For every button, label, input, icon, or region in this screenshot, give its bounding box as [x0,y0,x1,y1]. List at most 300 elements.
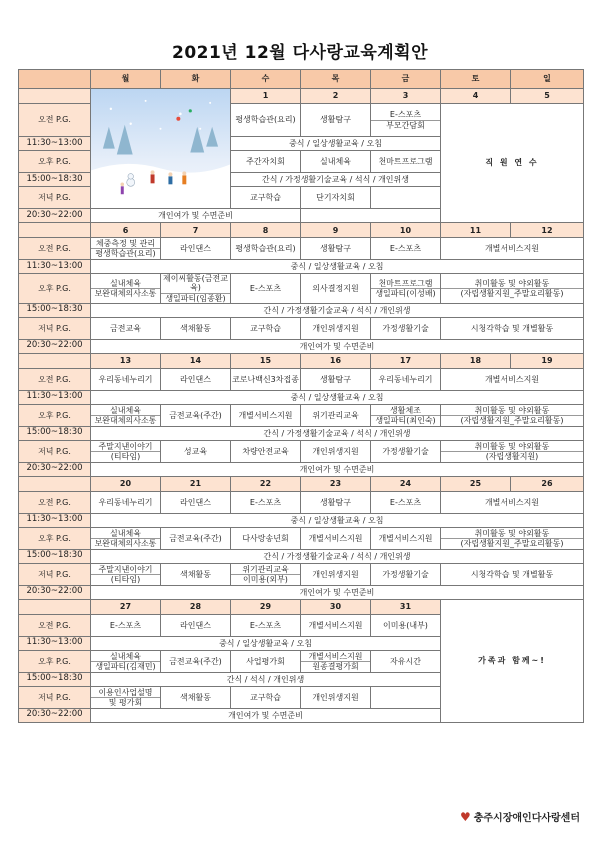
date-row-label-cell [19,599,91,614]
schedule-cell [301,491,371,513]
schedule-cell [231,238,301,260]
row-label-cell: 저녁 P.G. [19,563,91,585]
cell-text: 다사랑송년회 [242,533,289,543]
cell-text: 개별서비스지원 [308,620,363,630]
cell-text: 색채활동 [180,692,211,702]
schedule-cell [161,527,231,549]
date-cell [511,223,584,238]
schedule-cell [441,317,584,339]
cell-text: 28 [189,602,202,612]
cell-text: 23 [329,479,342,489]
schedule-cell [161,614,231,636]
cell-text: 개별서비스지원 [308,651,363,661]
cell-text: E-스포츠 [389,497,422,507]
cell-text: 26 [541,479,553,489]
schedule-cell [91,303,584,317]
cell-text: 실내체육 [110,405,141,415]
schedule-row [19,339,584,353]
page-title: 2021년 12월 다사랑교육계획안 [171,43,429,63]
schedule-cell [231,317,301,339]
schedule-row [19,599,584,614]
cell-text: 개별서비스지원 [238,410,293,420]
cell-text: 주말지낸이야기 [98,441,153,451]
row-label-cell: 저녁 P.G. [19,686,91,708]
cell-text: 18 [469,356,482,366]
schedule-row [19,274,584,304]
schedule-cell [371,104,441,137]
cell-text: 간식 / 가정생활기술교육 / 석식 / 개인위생 [263,551,411,561]
date-cell [301,476,371,491]
schedule-cell [301,440,371,462]
snow-scene-svg [91,89,230,208]
row-label-cell: 오후 P.G. [19,404,91,426]
schedule-cell [371,650,441,672]
date-row-label-cell [19,223,91,238]
schedule-cell [301,274,371,304]
date-cell [371,223,441,238]
cell-subtext: 생일파티(이성배) [371,288,440,298]
schedule-cell [301,104,371,137]
schedule-cell [371,368,441,390]
date-cell [441,476,511,491]
date-cell [371,599,441,614]
schedule-cell [231,173,441,187]
weekday-header-cell: 금 [371,70,441,89]
cell-text: 29 [259,602,272,612]
cell-text: 이용인사업설명 [98,687,153,697]
row-label-cell: 11:30~13:00 [19,390,91,404]
schedule-row [19,563,584,585]
row-label-cell: 오전 P.G. [19,238,91,260]
schedule-cell [371,686,441,708]
date-cell [371,353,441,368]
date-cell [91,599,161,614]
cell-text: 개별서비스지원 [378,533,433,543]
date-cell [161,599,231,614]
date-cell [231,353,301,368]
cell-text: E-스포츠 [389,110,422,120]
cell-text: 실내체육 [320,157,351,167]
cell-text: 이미용(내부) [383,620,428,630]
cell-text: 평생학습관(요리) [235,115,296,125]
schedule-cell [91,614,161,636]
schedule-cell [441,368,584,390]
cell-subtext: 보완대체의사소통 [91,288,160,298]
row-label-cell: 오전 P.G. [19,104,91,137]
schedule-row [19,353,584,368]
header-corner-cell [19,70,91,89]
schedule-cell [231,650,301,672]
cell-text: 교구학습 [250,692,281,702]
schedule-cell [231,151,301,173]
cell-text: E-스포츠 [389,244,422,254]
cell-subtext: 생일파티(최인숙) [371,415,440,425]
schedule-cell [91,368,161,390]
schedule-cell [371,274,441,304]
schedule-cell [91,650,161,672]
heart-icon: ♥ [459,809,471,824]
schedule-cell [301,527,371,549]
schedule-cell [231,404,301,426]
schedule-row [19,462,584,476]
schedule-row [19,491,584,513]
schedule-cell [231,491,301,513]
row-label-cell: 11:30~13:00 [19,636,91,650]
cell-text: 1 [262,91,269,101]
schedule-row [19,527,584,549]
cell-text: 24 [399,479,412,489]
cell-text: 개인여가 및 수면준비 [299,464,375,474]
cell-text: 금전교육 [110,323,141,333]
cell-text: 천마트프로그램 [378,157,433,167]
cell-subtext: 보완대체의사소통 [91,415,160,425]
schedule-cell [301,368,371,390]
date-cell [511,476,584,491]
cell-text: 주말지낸이야기 [98,564,153,574]
cell-text: 성교육 [183,446,208,456]
cell-text: 개별서비스지원 [484,374,540,384]
cell-text: 개인여가 및 수면준비 [228,710,303,720]
cell-text: 단기자치회 [316,193,355,203]
cell-text: 3 [402,91,409,101]
cell-text: 22 [259,479,272,489]
cell-text: 30 [329,602,342,612]
date-cell [441,599,584,722]
date-cell [91,476,161,491]
cell-subtext: (자립생활지원_주말요리활동) [441,415,583,425]
cell-subtext: (자립생활지원_주말요리활동) [441,288,583,298]
weekday-header-cell: 월 [91,70,161,89]
schedule-cell [91,339,584,353]
schedule-table [18,69,584,723]
schedule-row [19,404,584,426]
cell-text: 교구학습 [250,323,281,333]
cell-text: 라인댄스 [180,374,211,384]
schedule-cell [91,636,441,650]
schedule-cell [371,527,441,549]
cell-text: 의사결정지원 [312,283,359,293]
cell-text: 생활탐구 [320,115,351,125]
date-cell [301,89,371,104]
cell-subtext: 이미용(외부) [231,574,300,584]
row-label-cell: 15:00~18:30 [19,672,91,686]
cell-text: 간식 / 가정생활기술교육 / 석식 / 개인위생 [263,305,411,315]
schedule-row [19,549,584,563]
schedule-row [19,303,584,317]
cell-text: 취미활동 및 야외활동 [474,278,550,288]
date-row-label-cell [19,89,91,104]
schedule-cell [441,563,584,585]
schedule-cell [371,440,441,462]
cell-text: 27 [119,602,132,612]
cell-text: 교구학습 [250,193,281,203]
schedule-cell [371,563,441,585]
schedule-cell [91,209,301,223]
date-cell [371,89,441,104]
schedule-cell [371,614,441,636]
cell-text: E-스포츠 [249,620,282,630]
schedule-cell [231,187,301,209]
date-cell [161,223,231,238]
cell-text: 개인여가 및 수면준비 [299,341,375,351]
date-cell [91,353,161,368]
schedule-cell [91,686,161,708]
schedule-cell [441,440,584,462]
schedule-cell [371,151,441,173]
schedule-cell [371,491,441,513]
schedule-cell [161,686,231,708]
weekday-header-cell: 수 [231,70,301,89]
cell-text: 개인위생지원 [312,323,359,333]
date-cell [301,223,371,238]
row-label-cell: 오후 P.G. [19,274,91,304]
cell-text: 금전교육(주간) [169,410,222,420]
cell-text: 색채활동 [180,569,211,579]
schedule-cell [91,672,441,686]
row-label-cell: 11:30~13:00 [19,137,91,151]
schedule-cell [231,614,301,636]
winter-snow-scene-image [91,89,231,209]
schedule-cell [91,527,161,549]
cell-text: 코로나백신3차접종 [232,374,299,384]
cell-text: 금전교육(주간) [169,656,222,666]
cell-text: 색채활동 [180,323,211,333]
cell-text: 생활탐구 [320,497,351,507]
cell-text: 시청각학습 및 개별활동 [470,569,554,579]
cell-text: 간식 / 석식 / 개인위생 [226,674,305,684]
cell-text: 개인위생지원 [312,692,359,702]
cell-text: 개인여가 및 수면준비 [299,587,375,597]
cell-text: 개인위생지원 [312,446,359,456]
cell-text: 취미활동 및 야외활동 [474,441,550,451]
date-row-label-cell [19,353,91,368]
date-cell [231,599,301,614]
center-name: 충주시장애인다사랑센터 [473,813,580,824]
cell-subtext: 평생학습관(요리) [91,248,160,258]
cell-text: E-스포츠 [249,283,282,293]
cell-text: 21 [189,479,202,489]
schedule-cell [91,390,584,404]
cell-subtext: 생일파티(김재민) [91,661,160,671]
row-label-cell: 20:30~22:00 [19,209,91,223]
date-cell [301,599,371,614]
schedule-cell [441,404,584,426]
row-label-cell: 저녁 P.G. [19,187,91,209]
cell-subtext: 생일파티(임종환) [161,293,230,303]
cell-text: 가정생활기술 [382,323,429,333]
cell-subtext: 부모간담회 [371,120,440,130]
row-label-cell: 15:00~18:30 [19,303,91,317]
weekday-header-row [19,70,584,89]
date-cell [371,476,441,491]
schedule-cell [441,238,584,260]
cell-text: 주간자치회 [246,157,285,167]
schedule-cell [231,527,301,549]
cell-subtext: (자립생활지원) [441,451,583,461]
cell-text: 10 [399,225,412,235]
cell-text: 사업평가회 [246,656,285,666]
row-label-cell: 오전 P.G. [19,614,91,636]
row-label-cell: 오후 P.G. [19,527,91,549]
row-label-cell: 오전 P.G. [19,368,91,390]
cell-text: 가정생활기술 [382,569,429,579]
date-cell [511,89,584,104]
schedule-row [19,585,584,599]
cell-text: 17 [399,356,412,366]
schedule-cell [91,491,161,513]
schedule-cell [91,238,161,260]
schedule-cell [301,317,371,339]
schedule-cell [371,404,441,426]
cell-text: 개인여가 및 수면준비 [158,211,233,221]
cell-text: 위기관리교육 [312,410,359,420]
date-cell [231,476,301,491]
weekday-header-cell: 목 [301,70,371,89]
cell-text: 14 [189,356,202,366]
cell-text: 생활체조 [390,405,421,415]
schedule-row [19,513,584,527]
schedule-row [19,368,584,390]
cell-text: 20 [119,479,132,489]
center-footer [460,809,580,824]
cell-text: 평생학습관(요리) [235,244,296,254]
schedule-cell [231,686,301,708]
schedule-cell [91,462,584,476]
cell-text: E-스포츠 [249,497,282,507]
cell-text: 취미활동 및 야외활동 [474,528,550,538]
date-cell [441,223,511,238]
cell-text: 위기관리교육 [242,564,289,574]
row-label-cell: 11:30~13:00 [19,260,91,274]
cell-text: 중식 / 일상생활교육 / 오침 [289,139,382,149]
row-label-cell: 20:30~22:00 [19,462,91,476]
cell-text: 천마트프로그램 [378,278,433,288]
cell-text: E-스포츠 [109,620,142,630]
cell-text: 라인댄스 [180,497,211,507]
row-label-cell: 저녁 P.G. [19,317,91,339]
cell-text: 31 [399,602,412,612]
row-label-cell: 오전 P.G. [19,491,91,513]
schedule-cell [91,708,441,722]
schedule-row [19,238,584,260]
cell-text: 우리동네누리기 [378,374,433,384]
cell-text: 중식 / 일상생활교육 / 오침 [219,638,312,648]
schedule-cell [91,426,584,440]
schedule-row [19,89,584,104]
schedule-cell [161,238,231,260]
cell-text: 라인댄스 [180,244,211,254]
cell-subtext: (티타임) [91,451,160,461]
cell-text: 6 [122,225,129,235]
schedule-cell [441,104,584,223]
cell-text: 7 [192,225,199,235]
row-label-cell: 15:00~18:30 [19,173,91,187]
row-label-cell: 15:00~18:30 [19,549,91,563]
cell-text: 간식 / 가정생활기술교육 / 석식 / 개인위생 [263,428,411,438]
cell-text: 취미활동 및 야외활동 [474,405,550,415]
schedule-row [19,260,584,274]
schedule-cell [161,317,231,339]
cell-subtext: 보완대체의사소통 [91,538,160,548]
cell-text: 금전교육(주간) [169,533,222,543]
cell-text: 우리동네누리기 [98,497,153,507]
weekday-header-cell: 일 [511,70,584,89]
cell-text: 중식 / 일상생활교육 / 오침 [290,515,384,525]
cell-text: 13 [119,356,132,366]
schedule-cell [161,563,231,585]
cell-text: 중식 / 일상생활교육 / 오침 [290,392,384,402]
schedule-cell [371,187,441,209]
row-label-cell: 20:30~22:00 [19,339,91,353]
schedule-cell [441,274,584,304]
date-cell [231,89,301,104]
cell-subtext: (자립생활지원_주말요리활동) [441,538,583,548]
cell-text: 중식 / 일상생활교육 / 오침 [290,262,384,272]
schedule-cell [91,513,584,527]
schedule-cell [301,650,371,672]
schedule-cell [231,368,301,390]
schedule-cell [231,440,301,462]
cell-text: 4 [472,91,479,101]
schedule-cell [91,549,584,563]
cell-text: 시청각학습 및 개별활동 [470,323,554,333]
schedule-row [19,440,584,462]
date-cell [441,353,511,368]
cell-text: 8 [262,225,269,235]
schedule-cell [301,614,371,636]
schedule-cell [231,563,301,585]
date-row-label-cell [19,476,91,491]
cell-subtext: (티타임) [91,574,160,584]
schedule-cell [301,238,371,260]
cell-text: 실내체육 [110,528,141,538]
cell-text: 생활탐구 [320,374,351,384]
row-label-cell: 저녁 P.G. [19,440,91,462]
cell-text: 제이씨활동(금전교육) [163,274,228,293]
schedule-cell [371,317,441,339]
cell-subtext: 및 평가회 [91,697,160,707]
schedule-cell [231,137,441,151]
schedule-cell [91,440,161,462]
schedule-cell [91,563,161,585]
date-cell [231,223,301,238]
cell-text: 우리동네누리기 [98,374,153,384]
schedule-cell [91,274,161,304]
row-label-cell: 20:30~22:00 [19,708,91,722]
cell-text: 9 [332,225,339,235]
schedule-cell [161,368,231,390]
cell-text: 개별서비스지원 [308,533,363,543]
cell-text: 15 [259,356,272,366]
cell-text: 12 [541,225,553,235]
cell-text: 차량안전교육 [242,446,289,456]
row-label-cell: 오후 P.G. [19,650,91,672]
row-label-cell: 20:30~22:00 [19,585,91,599]
cell-text: 실내체육 [110,651,141,661]
schedule-cell [161,274,231,304]
cell-text: 자유시간 [390,656,421,666]
date-cell [161,476,231,491]
schedule-cell [301,563,371,585]
schedule-cell [301,686,371,708]
cell-text: 라인댄스 [180,620,211,630]
cell-text: 개별서비스지원 [484,244,540,254]
cell-subtext: 원종결평가회 [301,661,370,671]
schedule-row [19,476,584,491]
date-cell [91,223,161,238]
cell-text: 2 [332,91,339,101]
schedule-row [19,390,584,404]
